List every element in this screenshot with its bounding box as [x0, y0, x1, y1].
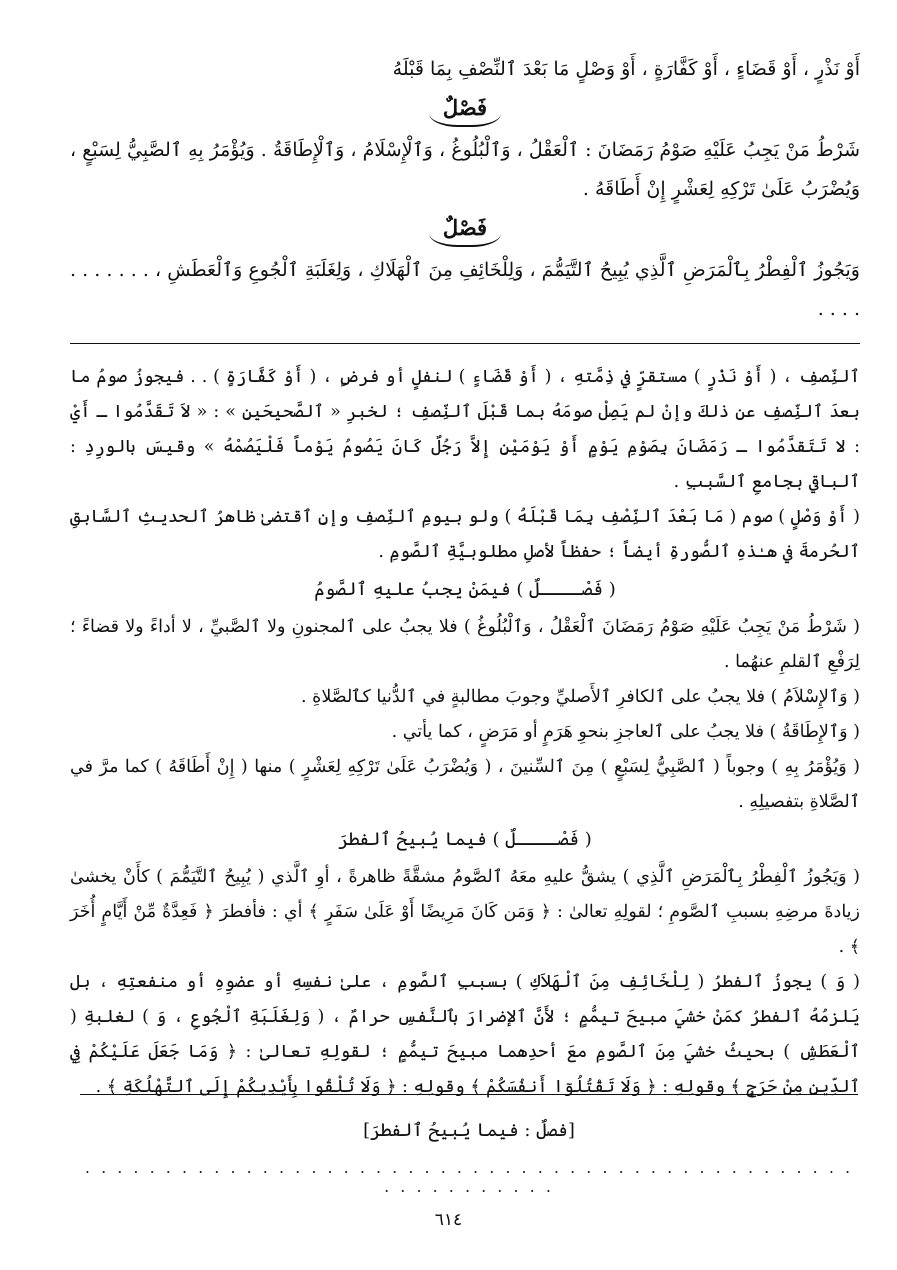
page-number: ٦١٤ [434, 1210, 463, 1230]
sharh-section [70, 360, 860, 1105]
fasl-label: فَصْلٌ [429, 93, 501, 127]
sharh-paragraph: ( وَٱلإِطَاقَةُ ) فلا يجبُ على ٱلعاجزِ بنحوِ هَرَمٍ أو مَرَضٍ ، كما يأتي . [391, 722, 860, 742]
section-heading: ( فَصْــــلٌ ) فيمَنْ يجبُ عليهِ ٱلصَّومُ [314, 579, 616, 600]
matn-section [70, 50, 860, 329]
matn-line-1: أَوْ نَذْرٍ ، أَوْ قَضَاءٍ ، أَوْ كَفَّارَةٍ ، أَوْ وَصْلٍ مَا بَعْدَ ٱلنِّصْفِ بِمَا قَبْلَهُ [392, 58, 860, 80]
sharh-paragraph: ( وَ ) يجوزُ ٱلفطرُ ( لِلْخَائِفِ مِنَ ٱلْهَلاَكِ ) بسببِ ٱلصَّومِ ، علىٰ نفسِهِ أو عضوِهِ أو منفعتِهِ ، بل يَلزمُهُ ٱلفطرُ كمَنْ خشيَ مبيحَ تيمُّمٍ ؛ لأَنَّ ٱلإضرارَ بٱلنَّفسِ حرامٌ ، ( وَلِغَلَبَةِ ٱلْجُوعِ ، وَ ) لغلبةِ ( ٱلْعَطَشِ ) بحيثُ خشيَ مِنَ ٱلصَّومِ معَ أحدِهما مبيحَ تيمُّمٍ ؛ لقولِهِ تعالىٰ : ﴿ وَمَا جَعَلَ عَلَيْكُمْ فِي ٱلدِّينِ مِنْ حَرَجٍ ﴾ وقولِهِ : ﴿ وَلَا تَقْتُلُوٓا أَنفُسَكُمْ ﴾ وقولِهِ : ﴿ وَلَا تُلْقُوا بِأَيْدِيكُمْ إِلَى ٱلتَّهْلُكَةِ ﴾ . [70, 972, 860, 1097]
matn-paragraph-3: وَيَجُوزُ ٱلْفِطْرُ بِٱلْمَرَضِ ٱلَّذِي يُبِيحُ ٱلتَّيَمُّمَ ، وَلِلْخَائِفِ مِنَ ٱلْهَلَاكِ ، وَلِغَلَبَةِ ٱلْجُوعِ وَٱلْعَطَشِ ، . . . . . . . . . . . [70, 259, 860, 320]
sharh-paragraph: ( وَٱلإِسْلاَمُ ) فلا يجبُ على ٱلكافرِ ٱلأَصليِّ وجوبَ مطالبةٍ في ٱلدُّنيا كٱلصَّلاةِ . [301, 687, 860, 707]
section-heading: ( فَصْــــلٌ ) فيما يُبيحُ ٱلفطرَ [338, 829, 592, 850]
fasl-ornament-1 [70, 93, 860, 127]
page-body [70, 50, 860, 1105]
sharh-paragraph: ( وَيَجُوزُ ٱلْفِطْرُ بِٱلْمَرَضِ ٱلَّذِي ) يشقُّ عليهِ معَهُ ٱلصَّومُ مشقَّةً ظاهرةً ، أوِ ٱلَّذي ( يُبِيحُ ٱلتَّيَمُّمَ ) كأَنْ يخشىٰ زيادةَ مرضِهِ بسببِ ٱلصَّومِ ؛ لقولِهِ تعالىٰ : ﴿ وَمَن كَانَ مَرِيضًا أَوْ عَلَىٰ سَفَرٍ ﴾ أي : فأفطرَ ﴿ فَعِدَّةٌ مِّنْ أَيَّامٍ أُخَرَ ﴾ . [70, 867, 860, 957]
footnote-divider [80, 1094, 858, 1095]
matn-divider [70, 343, 860, 344]
matn-paragraph-2: شَرْطُ مَنْ يَجِبُ عَلَيْهِ صَوْمُ رَمَضَانَ : ٱلْعَقْلُ ، وَٱلْبُلُوغُ ، وَٱلْإِسْلَامُ ، وَٱلْإِطَاقَةُ . وَيُؤْمَرُ بِهِ ٱلصَّبِيُّ لِسَبْعٍ ، وَيُضْرَبُ عَلَىٰ تَرْكِهِ لِعَشْرٍ إِنْ أَطَاقَهُ . [70, 139, 860, 200]
sharh-paragraph: ( شَرْطُ مَنْ يَجِبُ عَلَيْهِ صَوْمُ رَمَضَانَ ٱلْعَقْلُ ، وَٱلْبُلُوغُ ) فلا يجبُ على ٱلمجنونِ ولا ٱلصَّبيِّ ، لا أداءً ولا قضاءً ؛ لِرَفْعِ ٱلقلمِ عنهُما . [70, 617, 860, 672]
sharh-paragraph: ٱلنِّصفِ ، ( أَوْ نَذْرٍ ) مستقرٍّ في ذِمَّتهِ ، ( أَوْ قَضَاءٍ ) لنفلٍ أو فرضٍ ، ( أَوْ كَفَّارَةٍ ) . . فيجوزُ صومُ ما بعدَ ٱلنِّصفِ عن ذلكَ وإنْ لم يَصِلْ صومَهُ بما قَبْلَ ٱلنِّصفِ ؛ لخبرِ « ٱلصَّحيحَينِ » : « لاَ تَقَدَّمُوا ـ أَيْ : لا تَتَقدَّمُوا ـ رَمَضَانَ بِصَوْمِ يَوْمٍ أَوْ يَوْمَيْنِ إِلاَّ رَجُلٌ كَانَ يَصُومُ يَوْماً فَلْيَصُمْهُ » وقيسَ بالورِدِ : ٱلباقي بجامعِ ٱلسَّببِ . [70, 367, 860, 492]
footnote-heading: [فصلٌ : فيما يُبيحُ ٱلفطرَ] [363, 1120, 575, 1141]
fasl-ornament-2 [70, 213, 860, 247]
sharh-paragraph: ( أَوْ وَصْلٍ ) صوم ( مَا بَعْدَ ٱلنِّصْفِ بِمَا قَبْلَهُ ) ولو بيومِ ٱلنِّصفِ وإنِ ٱقتضىٰ ظاهرُ ٱلحديثِ ٱلسَّابقِ ٱلحُرمةَ في هـٰذهِ ٱلصُّورةِ أيضاً ؛ حفظاً لأصلِ مطلوبيَّةِ ٱلصَّومِ . [70, 507, 860, 562]
sharh-paragraph: ( وَيُؤْمَرُ بِهِ ) وجوباً ( ٱلصَّبِيُّ لِسَبْعٍ ) مِنَ ٱلسِّنينَ ، ( وَيُضْرَبُ عَلَىٰ تَرْكِهِ لِعَشْرٍ ) منها ( إِنْ أَطَاقَهُ ) كما مرَّ في ٱلصَّلاةِ بتفصيلِهِ . [70, 757, 860, 812]
fasl-label: فَصْلٌ [429, 213, 501, 247]
dotted-line: . . . . . . . . . . . . . . . . . . . . . . . . . . . . . . . . . . . . . . . . . . . . . . . . . . . . . . . . . . . [84, 1158, 854, 1196]
